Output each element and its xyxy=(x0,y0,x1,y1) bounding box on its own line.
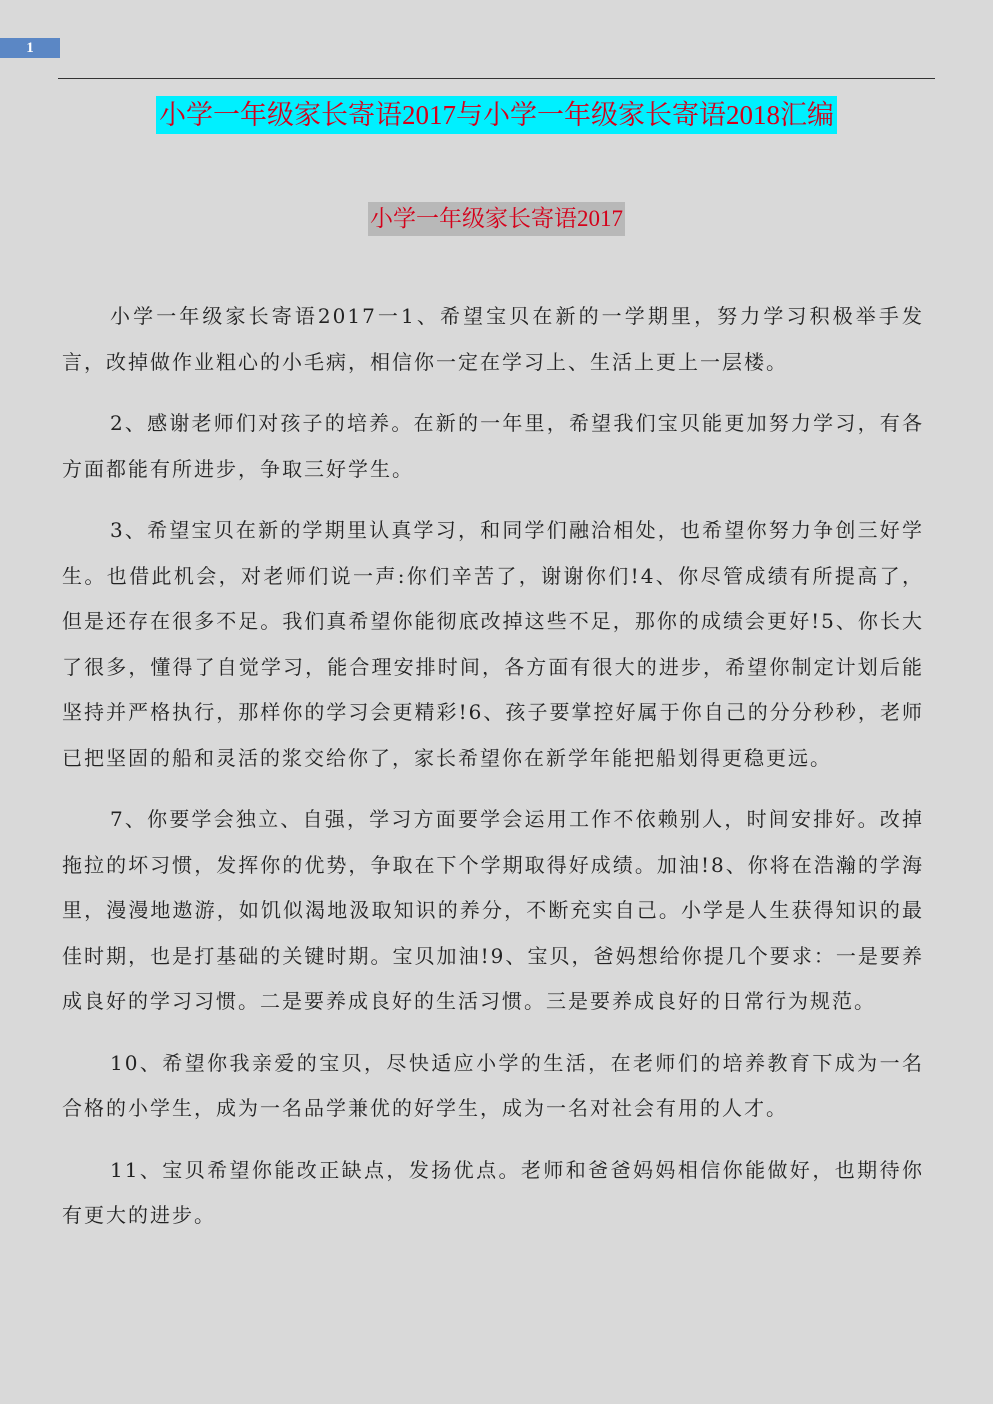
section-title: 小学一年级家长寄语2017 xyxy=(368,202,625,236)
section-title-container xyxy=(0,202,993,236)
document-title: 小学一年级家长寄语2017与小学一年级家长寄语2018汇编 xyxy=(156,96,837,134)
paragraph: 2、感谢老师们对孩子的培养。在新的一年里，希望我们宝贝能更加努力学习，有各方面都能有所进步，争取三好学生。 xyxy=(62,411,924,481)
paragraph: 10、希望你我亲爱的宝贝，尽快适应小学的生活，在老师们的培养教育下成为一名合格的小学生，成为一名品学兼优的好学生，成为一名对社会有用的人才。 xyxy=(62,1050,924,1120)
paragraph: 小学一年级家长寄语2017一1、希望宝贝在新的一学期里，努力学习积极举手发言，改掉做作业粗心的小毛病，相信你一定在学习上、生活上更上一层楼。 xyxy=(62,304,924,374)
paragraph: 7、你要学会独立、自强，学习方面要学会运用工作不依赖别人，时间安排好。改掉拖拉的坏习惯，发挥你的优势，争取在下个学期取得好成绩。加油!8、你将在浩瀚的学海里，漫漫地遨游，如饥似渴地汲取知识的养分，不断充实自己。小学是人生获得知识的最佳时期，也是打基础的关键时期。宝贝加油!9、宝贝，爸妈想给你提几个要求：一是要养成良好的学习习惯。二是要养成良好的生活习惯。三是要养成良好的日常行为规范。 xyxy=(62,807,924,1013)
main-title-container xyxy=(0,96,993,134)
paragraph: 11、宝贝希望你能改正缺点，发扬优点。老师和爸爸妈妈相信你能做好，也期待你有更大的进步。 xyxy=(62,1157,924,1227)
document-body xyxy=(62,294,924,1255)
header-divider xyxy=(58,78,935,79)
page-number-badge: 1 xyxy=(0,38,60,58)
paragraph: 3、希望宝贝在新的学期里认真学习，和同学们融洽相处，也希望你努力争创三好学生。也借此机会，对老师们说一声:你们辛苦了，谢谢你们!4、你尽管成绩有所提高了，但是还存在很多不足。我们真希望你能彻底改掉这些不足，那你的成绩会更好!5、你长大了很多，懂得了自觉学习，能合理安排时间，各方面有很大的进步，希望你制定计划后能坚持并严格执行，那样你的学习会更精彩!6、孩子要掌控好属于你自己的分分秒秒，老师已把坚固的船和灵活的浆交给你了，家长希望你在新学年能把船划得更稳更远。 xyxy=(62,518,924,770)
